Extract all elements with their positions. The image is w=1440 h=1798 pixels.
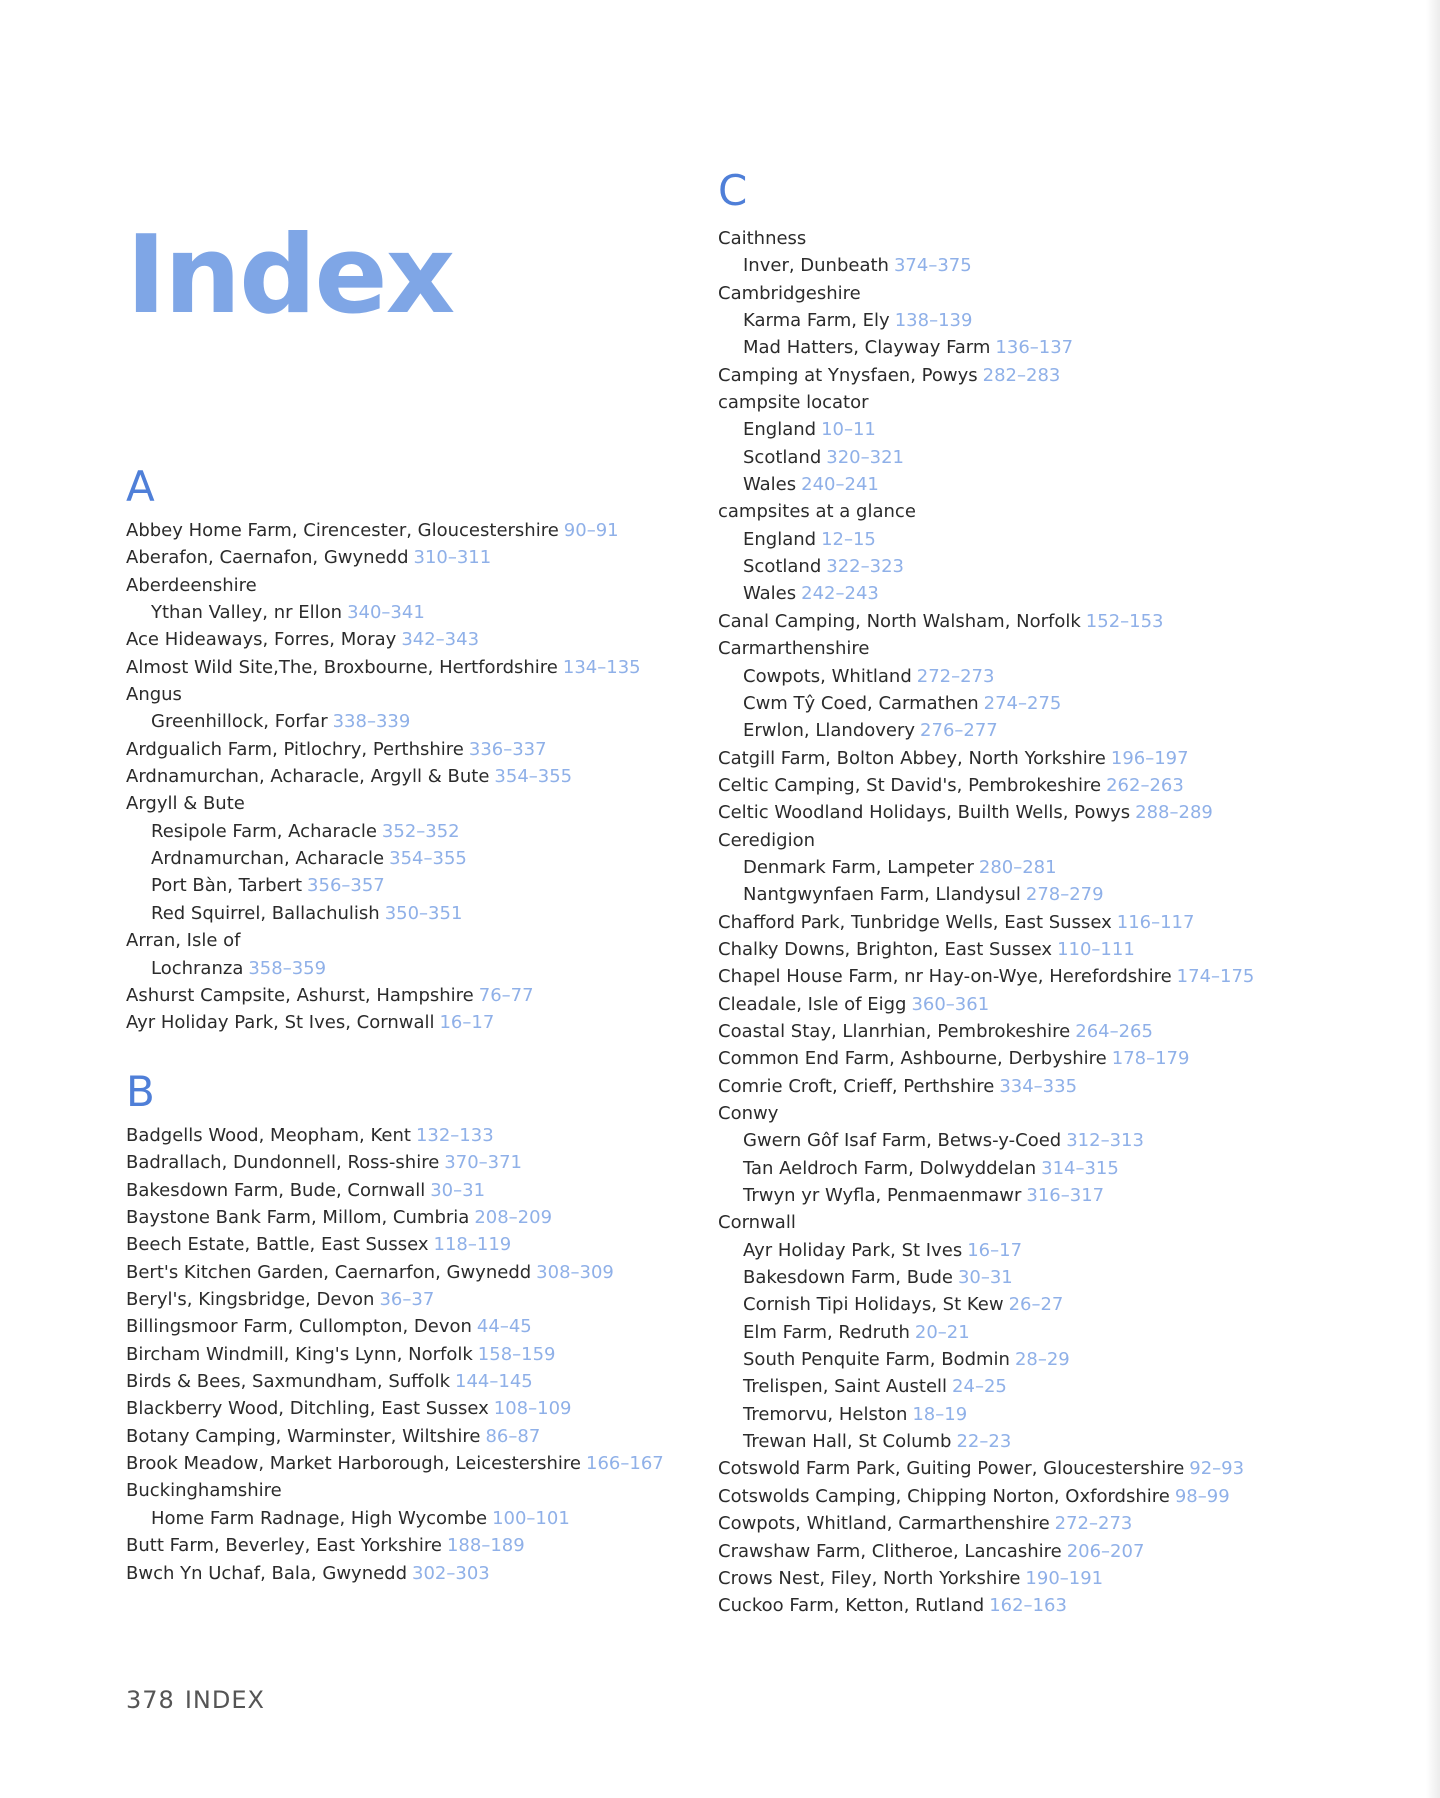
- entry-page-ref: 116–117: [1116, 911, 1195, 933]
- index-subentry: [718, 1428, 1254, 1455]
- index-entry: [718, 1045, 1254, 1072]
- index-entry: [126, 1313, 664, 1340]
- index-entry: [126, 1560, 664, 1587]
- index-entry: [718, 608, 1254, 635]
- entry-page-ref: 16–17: [439, 1012, 495, 1034]
- index-entry: [126, 1204, 664, 1231]
- entry-page-ref: 12–15: [821, 528, 876, 550]
- entry-text: Tremorvu, Helston: [743, 1403, 908, 1425]
- index-entry: [718, 827, 1254, 854]
- page-footer: [126, 1686, 265, 1714]
- entry-text: Crows Nest, Filey, North Yorkshire: [718, 1567, 1021, 1589]
- entry-page-ref: 22–23: [956, 1431, 1012, 1453]
- entry-page-ref: 276–277: [920, 720, 998, 742]
- entry-text: Ace Hideaways, Forres, Moray: [126, 629, 397, 651]
- entry-text: Caithness: [718, 228, 807, 249]
- entry-text: Bakesdown Farm, Bude, Cornwall: [126, 1179, 426, 1201]
- index-entry: [718, 1073, 1254, 1100]
- entry-text: Almost Wild Site,The, Broxbourne, Hertfordshire: [126, 656, 558, 678]
- entry-text: Botany Camping, Warminster, Wiltshire: [126, 1425, 481, 1447]
- entry-text: Denmark Farm, Lampeter: [743, 856, 974, 878]
- index-entry: [718, 1483, 1254, 1510]
- index-entry: [126, 654, 641, 681]
- entry-page-ref: 174–175: [1176, 966, 1255, 988]
- index-entry: [718, 1455, 1254, 1482]
- index-entry: [126, 681, 641, 708]
- index-subentry: [126, 900, 641, 927]
- index-entry: [126, 1477, 664, 1504]
- entry-text: Bert's Kitchen Garden, Caernarfon, Gwynedd: [126, 1261, 532, 1283]
- entry-page-ref: 108–109: [493, 1398, 572, 1420]
- index-subentry: [718, 580, 1254, 607]
- entry-page-ref: 136–137: [995, 337, 1074, 359]
- index-subentry: [718, 1373, 1254, 1400]
- index-subentry: [126, 708, 641, 735]
- entry-text: Conwy: [718, 1103, 779, 1124]
- index-entry: [718, 1100, 1254, 1127]
- index-list-b: [126, 1122, 664, 1587]
- entry-text: Bircham Windmill, King's Lynn, Norfolk: [126, 1343, 473, 1365]
- entry-page-ref: 152–153: [1085, 610, 1164, 632]
- index-entry: [126, 1231, 664, 1258]
- entry-text: Ceredigion: [718, 829, 815, 851]
- entry-page-ref: 280–281: [978, 856, 1057, 878]
- entry-page-ref: 374–375: [893, 255, 972, 277]
- index-subentry: [718, 444, 1254, 471]
- entry-page-ref: 354–355: [494, 766, 573, 788]
- entry-page-ref: 282–283: [982, 364, 1061, 386]
- entry-text: England: [743, 419, 817, 441]
- entry-page-ref: 30–31: [430, 1179, 486, 1201]
- entry-page-ref: 188–189: [446, 1535, 525, 1557]
- entry-text: Chafford Park, Tunbridge Wells, East Sussex: [718, 911, 1112, 933]
- entry-page-ref: 352–352: [381, 820, 460, 842]
- entry-page-ref: 110–111: [1057, 938, 1135, 960]
- entry-page-ref: 342–343: [401, 629, 480, 651]
- footer-label: INDEX: [184, 1686, 265, 1714]
- index-entry: [126, 1341, 664, 1368]
- index-entry: [718, 799, 1254, 826]
- entry-page-ref: 132–133: [415, 1125, 494, 1146]
- entry-text: Baystone Bank Farm, Millom, Cumbria: [126, 1207, 470, 1229]
- index-entry: [718, 362, 1254, 389]
- index-subentry: [126, 955, 641, 982]
- entry-page-ref: 242–243: [801, 583, 879, 605]
- index-subentry: [718, 881, 1254, 908]
- entry-text: Badgells Wood, Meopham, Kent: [126, 1125, 411, 1146]
- entry-text: Cuckoo Farm, Ketton, Rutland: [718, 1595, 985, 1617]
- entry-text: Cowpots, Whitland, Carmarthenshire: [718, 1513, 1050, 1535]
- entry-text: Beech Estate, Battle, East Sussex: [126, 1234, 429, 1256]
- index-subentry: [718, 854, 1254, 881]
- entry-page-ref: 336–337: [468, 738, 547, 760]
- entry-page-ref: 322–323: [826, 556, 904, 578]
- entry-text: Wales: [743, 583, 797, 605]
- index-entry: [718, 936, 1254, 963]
- entry-text: Cambridgeshire: [718, 282, 861, 304]
- entry-text: campsites at a glance: [718, 501, 916, 523]
- index-entry: [126, 1177, 664, 1204]
- entry-text: Canal Camping, North Walsham, Norfolk: [718, 610, 1081, 632]
- entry-text: Ashurst Campsite, Ashurst, Hampshire: [126, 984, 474, 1006]
- index-subentry: [718, 1182, 1254, 1209]
- entry-text: Trwyn yr Wyfla, Penmaenmawr: [743, 1185, 1022, 1207]
- section-letter-a: A: [126, 462, 155, 511]
- entry-page-ref: 98–99: [1174, 1485, 1230, 1507]
- entry-page-ref: 356–357: [307, 875, 385, 897]
- entry-text: Port Bàn, Tarbert: [151, 875, 303, 897]
- index-entry: [126, 1149, 664, 1176]
- entry-text: Tan Aeldroch Farm, Dolwyddelan: [743, 1157, 1037, 1179]
- entry-text: Ardgualich Farm, Pitlochry, Perthshire: [126, 738, 464, 760]
- entry-text: Cornish Tipi Holidays, St Kew: [743, 1294, 1004, 1316]
- index-entry: [126, 517, 641, 544]
- entry-text: Aberdeenshire: [126, 574, 257, 596]
- entry-text: Camping at Ynysfaen, Powys: [718, 364, 978, 386]
- entry-text: South Penquite Farm, Bodmin: [743, 1349, 1010, 1371]
- entry-page-ref: 316–317: [1026, 1185, 1105, 1207]
- entry-text: Cleadale, Isle of Eigg: [718, 993, 907, 1015]
- entry-text: Beryl's, Kingsbridge, Devon: [126, 1289, 375, 1311]
- index-entry: [718, 1592, 1254, 1619]
- entry-text: Gwern Gôf Isaf Farm, Betws-y-Coed: [743, 1130, 1062, 1152]
- index-subentry: [126, 845, 641, 872]
- entry-text: Inver, Dunbeath: [743, 255, 889, 277]
- index-entry: [126, 1286, 664, 1313]
- entry-text: Birds & Bees, Saxmundham, Suffolk: [126, 1371, 451, 1393]
- index-entry: [718, 1510, 1254, 1537]
- entry-page-ref: 360–361: [911, 993, 990, 1015]
- entry-text: Resipole Farm, Acharacle: [151, 820, 377, 842]
- entry-text: Carmarthenshire: [718, 638, 870, 660]
- index-entry: [126, 1532, 664, 1559]
- entry-page-ref: 338–339: [332, 711, 411, 733]
- page-title: Index: [126, 213, 454, 339]
- entry-text: Chapel House Farm, nr Hay-on-Wye, Herefordshire: [718, 966, 1172, 988]
- entry-text: Greenhillock, Forfar: [151, 711, 328, 733]
- section-letter-b: B: [126, 1067, 155, 1116]
- page-number: 378: [126, 1686, 175, 1714]
- entry-text: Comrie Croft, Crieff, Perthshire: [718, 1075, 995, 1097]
- index-subentry: [718, 553, 1254, 580]
- entry-page-ref: 262–263: [1106, 774, 1184, 796]
- index-subentry: [718, 307, 1254, 334]
- index-entry: [718, 772, 1254, 799]
- entry-text: Catgill Farm, Bolton Abbey, North Yorkshire: [718, 747, 1106, 769]
- entry-text: Brook Meadow, Market Harborough, Leicestershire: [126, 1453, 582, 1475]
- entry-text: Elm Farm, Redruth: [743, 1321, 910, 1343]
- entry-page-ref: 158–159: [477, 1343, 556, 1365]
- entry-text: Wales: [743, 474, 797, 496]
- entry-page-ref: 264–265: [1075, 1020, 1153, 1042]
- entry-page-ref: 314–315: [1041, 1157, 1119, 1179]
- entry-text: Ardnamurchan, Acharacle, Argyll & Bute: [126, 766, 490, 788]
- entry-text: Celtic Camping, St David's, Pembrokeshire: [718, 774, 1102, 796]
- entry-page-ref: 272–273: [916, 665, 995, 687]
- entry-page-ref: 138–139: [894, 310, 973, 332]
- index-subentry: [718, 1264, 1254, 1291]
- entry-text: Cowpots, Whitland: [743, 665, 912, 687]
- entry-text: Buckinghamshire: [126, 1480, 282, 1502]
- index-subentry: [718, 471, 1254, 498]
- index-list-c: [718, 225, 1254, 1620]
- entry-text: Trewan Hall, St Columb: [743, 1431, 952, 1453]
- entry-text: Cotswold Farm Park, Guiting Power, Gloucestershire: [718, 1458, 1185, 1480]
- index-entry: [126, 572, 641, 599]
- index-entry: [126, 1395, 664, 1422]
- index-subentry: [718, 1346, 1254, 1373]
- entry-page-ref: 308–309: [536, 1261, 614, 1283]
- entry-text: Scotland: [743, 446, 822, 468]
- entry-text: Scotland: [743, 556, 822, 578]
- entry-page-ref: 20–21: [914, 1321, 970, 1343]
- entry-page-ref: 16–17: [967, 1239, 1023, 1261]
- entry-page-ref: 240–241: [801, 474, 879, 496]
- entry-text: Karma Farm, Ely: [743, 310, 890, 332]
- index-subentry: [718, 717, 1254, 744]
- index-subentry: [718, 1155, 1254, 1182]
- index-entry: [718, 991, 1254, 1018]
- entry-page-ref: 166–167: [586, 1453, 664, 1475]
- entry-page-ref: 370–371: [444, 1152, 523, 1174]
- entry-text: Ayr Holiday Park, St Ives: [743, 1239, 963, 1261]
- entry-page-ref: 350–351: [384, 902, 463, 924]
- index-subentry: [718, 1291, 1254, 1318]
- entry-text: Cornwall: [718, 1212, 796, 1234]
- entry-text: Abbey Home Farm, Cirencester, Gloucestershire: [126, 520, 559, 541]
- entry-page-ref: 18–19: [912, 1403, 968, 1425]
- entry-text: Argyll & Bute: [126, 793, 245, 815]
- index-subentry: [718, 416, 1254, 443]
- index-subentry: [718, 334, 1254, 361]
- index-entry: [126, 763, 641, 790]
- entry-page-ref: 28–29: [1014, 1349, 1070, 1371]
- entry-page-ref: 76–77: [478, 984, 534, 1006]
- entry-page-ref: 134–135: [562, 656, 641, 678]
- entry-page-ref: 310–311: [413, 547, 492, 569]
- entry-page-ref: 196–197: [1110, 747, 1189, 769]
- entry-page-ref: 358–359: [248, 957, 327, 979]
- index-subentry: [718, 663, 1254, 690]
- index-entry: [718, 225, 1254, 252]
- section-letter-c: C: [718, 166, 748, 215]
- index-entry: [126, 626, 641, 653]
- index-subentry: [718, 526, 1254, 553]
- entry-text: Chalky Downs, Brighton, East Sussex: [718, 938, 1053, 960]
- index-entry: [718, 389, 1254, 416]
- index-entry: [126, 1009, 641, 1036]
- entry-text: Bwch Yn Uchaf, Bala, Gwynedd: [126, 1562, 408, 1584]
- entry-text: Celtic Woodland Holidays, Builth Wells, Powys: [718, 802, 1131, 824]
- index-entry: [126, 1368, 664, 1395]
- entry-page-ref: 30–31: [957, 1267, 1013, 1289]
- index-entry: [126, 1423, 664, 1450]
- entry-text: Ayr Holiday Park, St Ives, Cornwall: [126, 1012, 435, 1034]
- index-entry: [718, 498, 1254, 525]
- index-subentry: [718, 252, 1254, 279]
- index-subentry: [718, 1237, 1254, 1264]
- entry-text: Erwlon, Llandovery: [743, 720, 916, 742]
- index-entry: [718, 1209, 1254, 1236]
- entry-text: Red Squirrel, Ballachulish: [151, 902, 380, 924]
- entry-page-ref: 206–207: [1066, 1540, 1145, 1562]
- entry-text: Lochranza: [151, 957, 244, 979]
- entry-page-ref: 334–335: [999, 1075, 1078, 1097]
- entry-page-ref: 92–93: [1189, 1458, 1245, 1480]
- index-entry: [126, 1259, 664, 1286]
- entry-text: Crawshaw Farm, Clitheroe, Lancashire: [718, 1540, 1062, 1562]
- entry-text: Ardnamurchan, Acharacle: [151, 848, 385, 870]
- entry-text: Common End Farm, Ashbourne, Derbyshire: [718, 1048, 1107, 1070]
- index-entry: [126, 1122, 664, 1149]
- entry-page-ref: 272–273: [1054, 1513, 1133, 1535]
- entry-page-ref: 190–191: [1025, 1567, 1104, 1589]
- index-entry: [126, 982, 641, 1009]
- entry-page-ref: 302–303: [412, 1562, 490, 1584]
- entry-page-ref: 24–25: [952, 1376, 1007, 1398]
- index-entry: [126, 1450, 664, 1477]
- entry-text: Angus: [126, 684, 182, 706]
- entry-page-ref: 278–279: [1025, 884, 1104, 906]
- index-entry: [126, 736, 641, 763]
- entry-text: Aberafon, Caernafon, Gwynedd: [126, 547, 409, 569]
- entry-page-ref: 26–27: [1008, 1294, 1064, 1316]
- index-entry: [718, 635, 1254, 662]
- entry-page-ref: 144–145: [455, 1371, 533, 1393]
- entry-page-ref: 10–11: [821, 419, 876, 441]
- page-edge: [1426, 0, 1440, 1798]
- index-entry: [126, 544, 641, 571]
- entry-text: Mad Hatters, Clayway Farm: [743, 337, 991, 359]
- index-entry: [718, 963, 1254, 990]
- entry-text: campsite locator: [718, 392, 869, 414]
- entry-text: Ythan Valley, nr Ellon: [151, 602, 343, 624]
- entry-text: Butt Farm, Beverley, East Yorkshire: [126, 1535, 442, 1557]
- entry-text: Cotswolds Camping, Chipping Norton, Oxfordshire: [718, 1485, 1170, 1507]
- entry-page-ref: 340–341: [347, 602, 425, 624]
- index-entry: [126, 790, 641, 817]
- entry-text: Nantgwynfaen Farm, Llandysul: [743, 884, 1021, 906]
- entry-page-ref: 274–275: [983, 692, 1062, 714]
- index-entry: [718, 909, 1254, 936]
- index-subentry: [718, 690, 1254, 717]
- index-entry: [718, 1018, 1254, 1045]
- index-subentry: [126, 872, 641, 899]
- index-subentry: [718, 1127, 1254, 1154]
- entry-page-ref: 312–313: [1066, 1130, 1144, 1152]
- index-subentry: [126, 818, 641, 845]
- entry-page-ref: 100–101: [492, 1507, 570, 1529]
- entry-text: Coastal Stay, Llanrhian, Pembrokeshire: [718, 1020, 1071, 1042]
- entry-page-ref: 44–45: [476, 1316, 532, 1338]
- entry-page-ref: 90–91: [563, 520, 619, 541]
- entry-page-ref: 86–87: [485, 1425, 541, 1447]
- entry-text: Badrallach, Dundonnell, Ross-shire: [126, 1152, 440, 1174]
- entry-text: Arran, Isle of: [126, 930, 241, 952]
- index-entry: [718, 1565, 1254, 1592]
- entry-page-ref: 288–289: [1135, 802, 1213, 824]
- entry-text: England: [743, 528, 817, 550]
- entry-text: Cwm Tŷ Coed, Carmathen: [743, 692, 979, 714]
- entry-text: Trelispen, Saint Austell: [743, 1376, 948, 1398]
- index-entry: [718, 280, 1254, 307]
- entry-page-ref: 162–163: [989, 1595, 1067, 1617]
- entry-text: Home Farm Radnage, High Wycombe: [151, 1507, 488, 1529]
- entry-page-ref: 178–179: [1111, 1048, 1190, 1070]
- entry-text: Billingsmoor Farm, Cullompton, Devon: [126, 1316, 472, 1338]
- index-subentry: [718, 1401, 1254, 1428]
- index-entry: [718, 1538, 1254, 1565]
- entry-page-ref: 208–209: [474, 1207, 553, 1229]
- index-entry: [126, 927, 641, 954]
- entry-page-ref: 354–355: [389, 848, 467, 870]
- index-subentry: [718, 1319, 1254, 1346]
- entry-text: Blackberry Wood, Ditchling, East Sussex: [126, 1398, 489, 1420]
- index-entry: [718, 745, 1254, 772]
- index-subentry: [126, 599, 641, 626]
- entry-page-ref: 36–37: [379, 1289, 435, 1311]
- index-list-a: [126, 517, 641, 1037]
- entry-text: Bakesdown Farm, Bude: [743, 1267, 953, 1289]
- index-subentry: [126, 1505, 664, 1532]
- entry-page-ref: 118–119: [433, 1234, 512, 1256]
- entry-page-ref: 320–321: [826, 446, 904, 468]
